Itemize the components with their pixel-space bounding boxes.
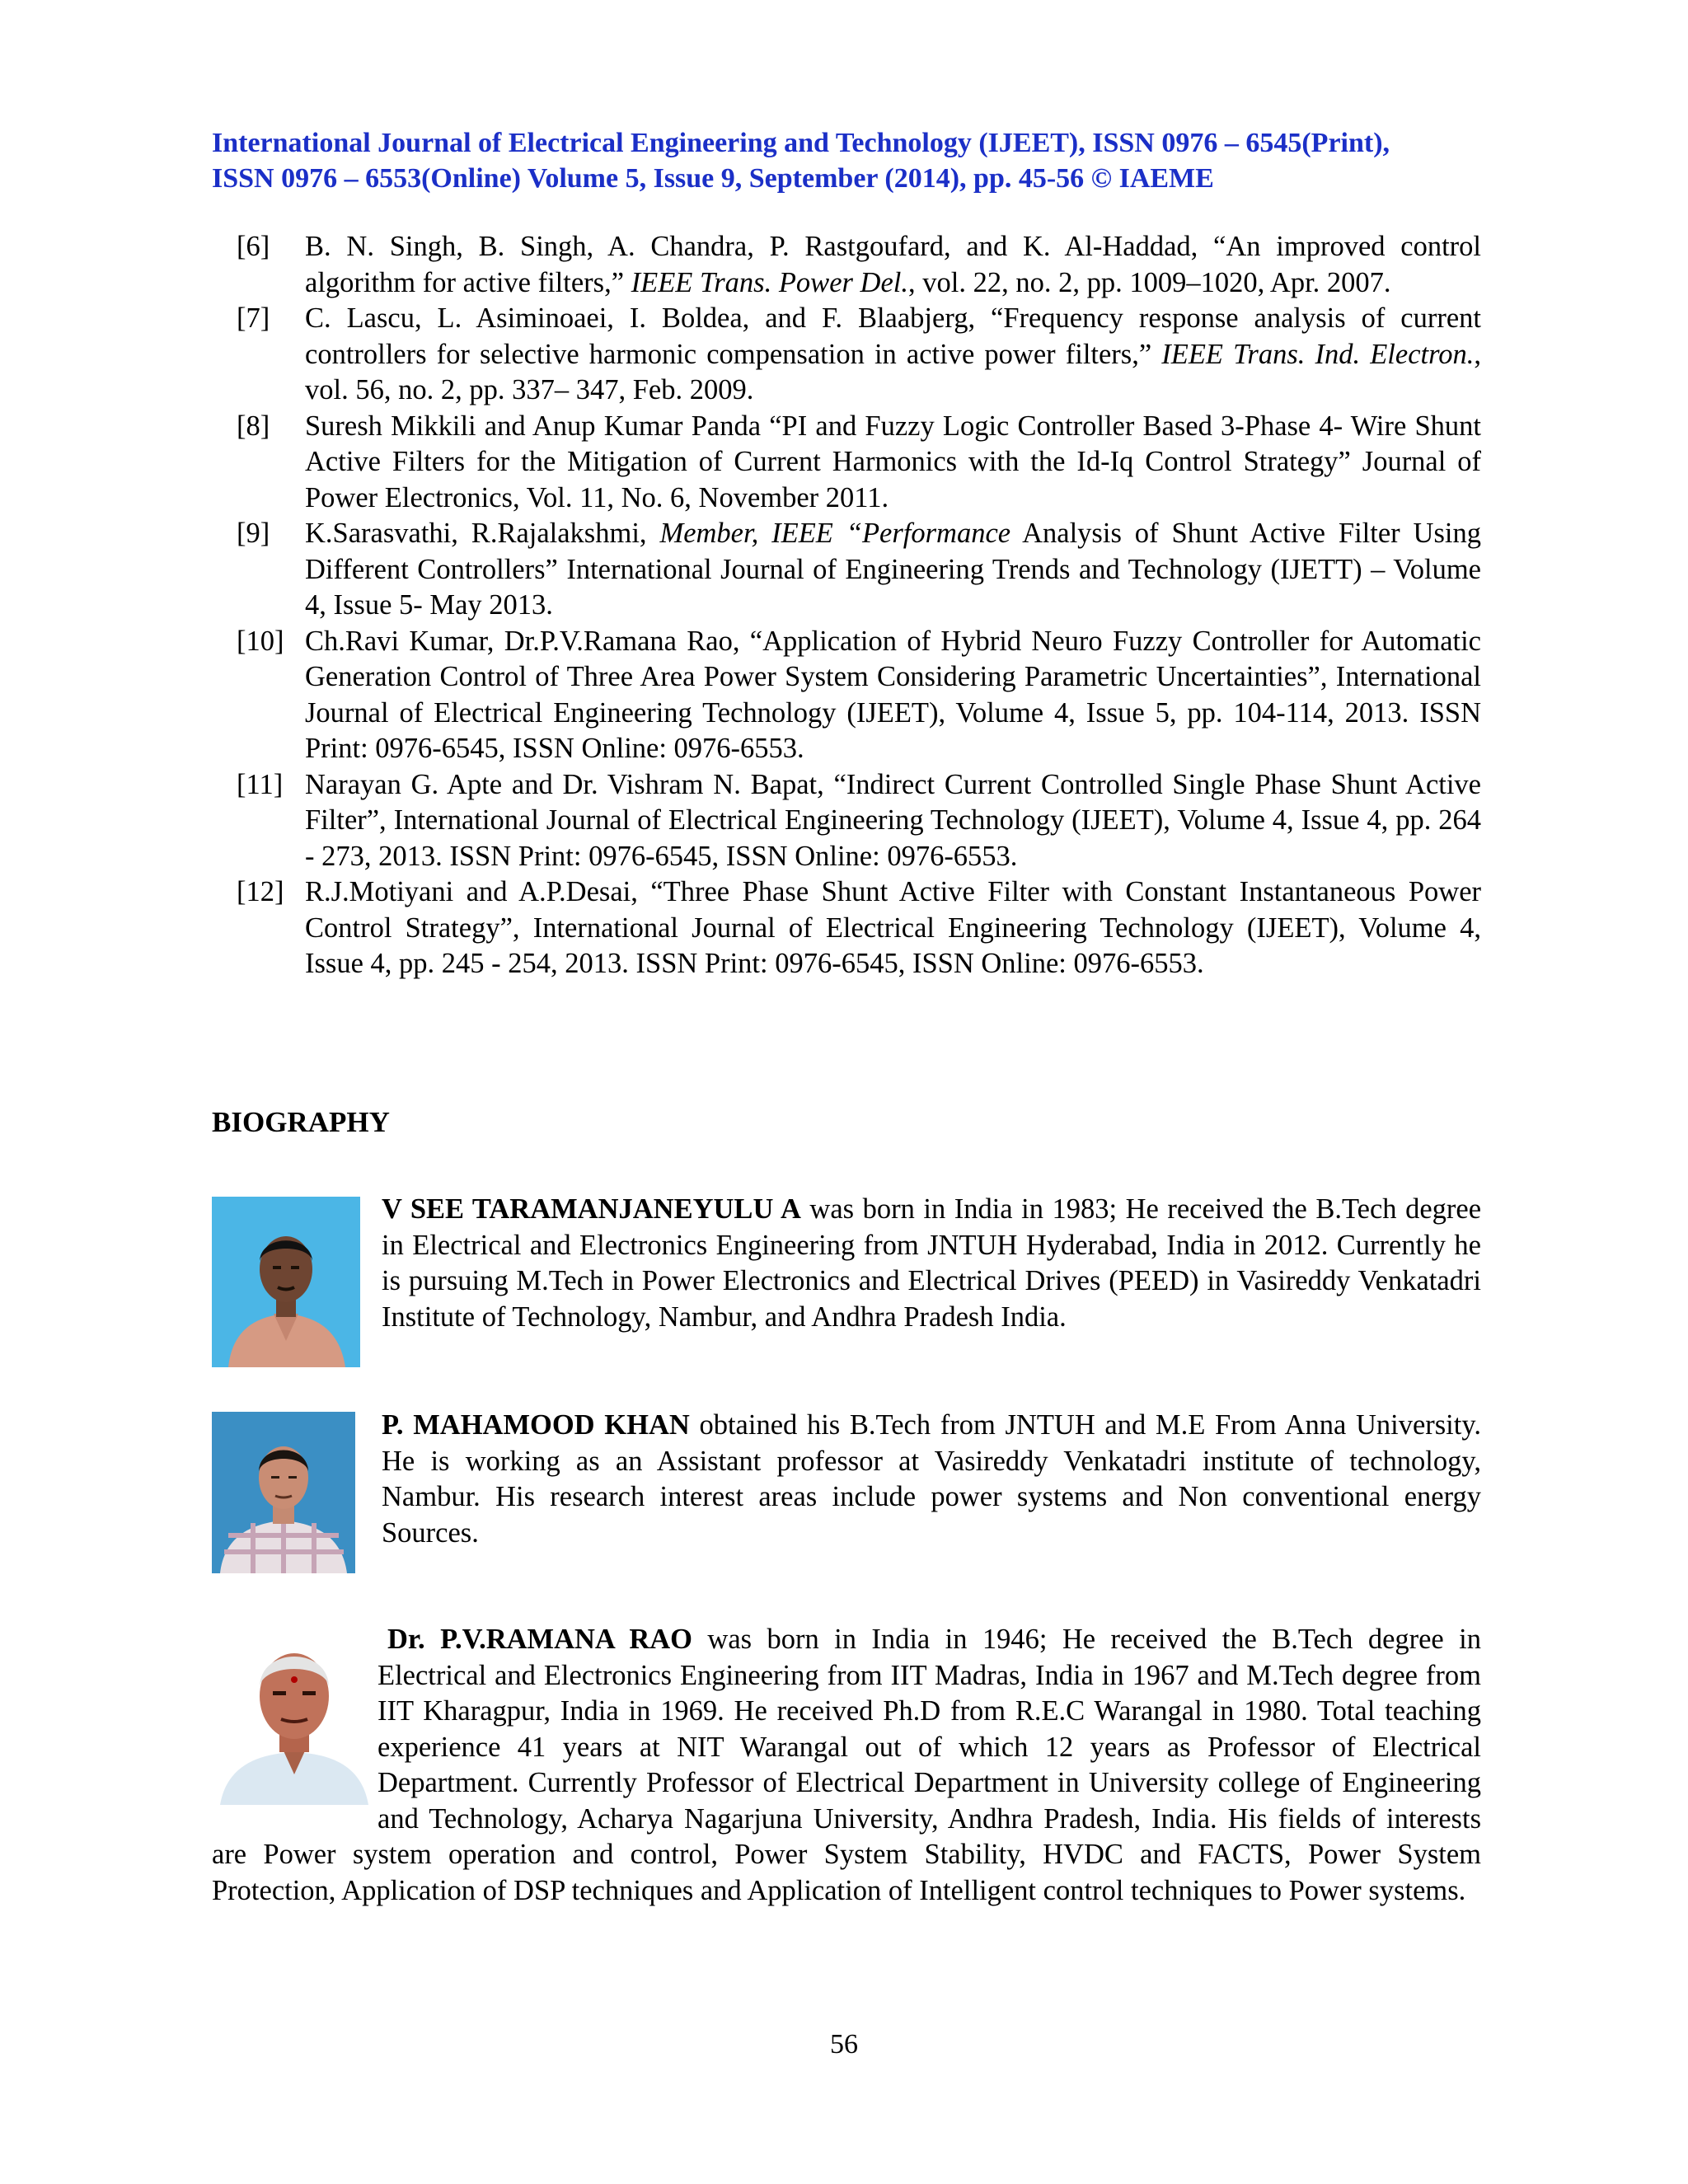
reference-number: [12]	[237, 876, 284, 907]
journal-header-line-2: ISSN 0976 – 6553(Online) Volume 5, Issue 9, September (2014), pp. 45-56 © IAEME	[212, 163, 1214, 194]
reference-number: [7]	[237, 302, 270, 334]
reference-text: K.Sarasvathi, R.Rajalakshmi, Member, IEEE “Performance Analysis of Shunt Active Filter Using Different Controllers” International Journal of Engineering Trends and Technology (IJETT) – Volume 4, Issue 5- May 2013.	[305, 518, 1481, 621]
bio-3-name: Dr. P.V.RAMANA RAO	[387, 1624, 693, 1655]
reference-item	[212, 409, 1481, 517]
biography-heading: BIOGRAPHY	[212, 1106, 390, 1138]
bio-2-name: P. MAHAMOOD KHAN	[382, 1409, 690, 1441]
reference-text: Ch.Ravi Kumar, Dr.P.V.Ramana Rao, “Application of Hybrid Neuro Fuzzy Controller for Automatic Generation Control of Three Area Power System Considering Parametric Uncertainties”, International Journal of Electrical Engineering Technology (IJEET), Volume 4, Issue 5, pp. 104-114, 2013. ISSN Print: 0976-6545, ISSN Online: 0976-6553.	[305, 625, 1481, 764]
reference-number: [10]	[237, 625, 284, 657]
references-list	[212, 229, 1481, 982]
journal-header-line-1: International Journal of Electrical Engineering and Technology (IJEET), ISSN 0976 – 6545(Print),	[212, 128, 1390, 158]
author-photo-2	[212, 1412, 355, 1573]
reference-text: B. N. Singh, B. Singh, A. Chandra, P. Rastgoufard, and K. Al-Haddad, “An improved control algorithm for active filters,” IEEE Trans. Power Del., vol. 22, no. 2, pp. 1009–1020, Apr. 2007.	[305, 231, 1481, 298]
reference-number: [6]	[237, 231, 270, 262]
journal-header	[212, 125, 1481, 196]
bio-2	[382, 1408, 1481, 1551]
reference-item	[212, 516, 1481, 624]
reference-item	[212, 229, 1481, 301]
reference-number: [8]	[237, 410, 270, 442]
bio-1	[382, 1192, 1481, 1335]
reference-text: Suresh Mikkili and Anup Kumar Panda “PI and Fuzzy Logic Controller Based 3-Phase 4- Wire Shunt Active Filters for the Mitigation of Current Harmonics with the Id-Iq Control Strategy” Journal of Power Electronics, Vol. 11, No. 6, November 2011.	[305, 410, 1481, 513]
reference-number: [11]	[237, 768, 284, 800]
reference-item	[212, 624, 1481, 767]
reference-item	[212, 767, 1481, 875]
reference-item	[212, 874, 1481, 982]
bio-3	[212, 1622, 1481, 1909]
reference-text: Narayan G. Apte and Dr. Vishram N. Bapat, “Indirect Current Controlled Single Phase Shunt Active Filter”, International Journal of Electrical Engineering Technology (IJEET), Volume 4, Issue 4, pp. 264 - 273, 2013. ISSN Print: 0976-6545, ISSN Online: 0976-6553.	[305, 768, 1481, 872]
reference-item	[212, 301, 1481, 409]
bio-2-text: obtained his B.Tech from JNTUH and M.E From Anna University. He is working as an Assistant professor at Vasireddy Venkatadri institute of technology, Nambur. His research interest areas include power systems and Non conventional energy Sources.	[382, 1409, 1481, 1549]
bio-1-text: was born in India in 1983; He received the B.Tech degree in Electrical and Electronics Engineering from JNTUH Hyderabad, India in 2012. Currently he is pursuing M.Tech in Power Electronics and Electrical Drives (PEED) in Vasireddy Venkatadri Institute of Technology, Nambur, and Andhra Pradesh India.	[382, 1193, 1482, 1333]
bio-3-text: was born in India in 1946; He received the B.Tech degree in Electrical and Electronics Engineering from IIT Madras, India in 1967 and M.Tech degree from IIT Kharagpur, India in 1969. He received Ph.D from R.E.C Warangal in 1980. Total teaching experience 41 years at NIT Warangal out of which 12 years as Professor of Electrical Department. Currently Professor of Electrical Department in University college of Engineering and Technology, Acharya Nagarjuna University, Andhra Pradesh, India. His fields of interests are Power system operation and control, Power System Stability, HVDC and FACTS, Power System Protection, Application of DSP techniques and Application of Intelligent control techniques to Power systems.	[212, 1624, 1481, 1906]
reference-text: C. Lascu, L. Asiminoaei, I. Boldea, and F. Blaabjerg, “Frequency response analysis of current controllers for selective harmonic compensation in active power filters,” IEEE Trans. Ind. Electron., vol. 56, no. 2, pp. 337– 347, Feb. 2009.	[305, 302, 1481, 405]
page-number: 56	[830, 2029, 858, 2060]
reference-text: R.J.Motiyani and A.P.Desai, “Three Phase Shunt Active Filter with Constant Instantaneous Power Control Strategy”, International Journal of Electrical Engineering Technology (IJEET), Volume 4, Issue 4, pp. 245 - 254, 2013. ISSN Print: 0976-6545, ISSN Online: 0976-6553.	[305, 876, 1481, 979]
author-photo-1	[212, 1197, 360, 1367]
reference-number: [9]	[237, 518, 270, 549]
author-photo-3	[212, 1622, 377, 1805]
bio-1-name: V SEE TARAMANJANEYULU A	[382, 1193, 801, 1225]
